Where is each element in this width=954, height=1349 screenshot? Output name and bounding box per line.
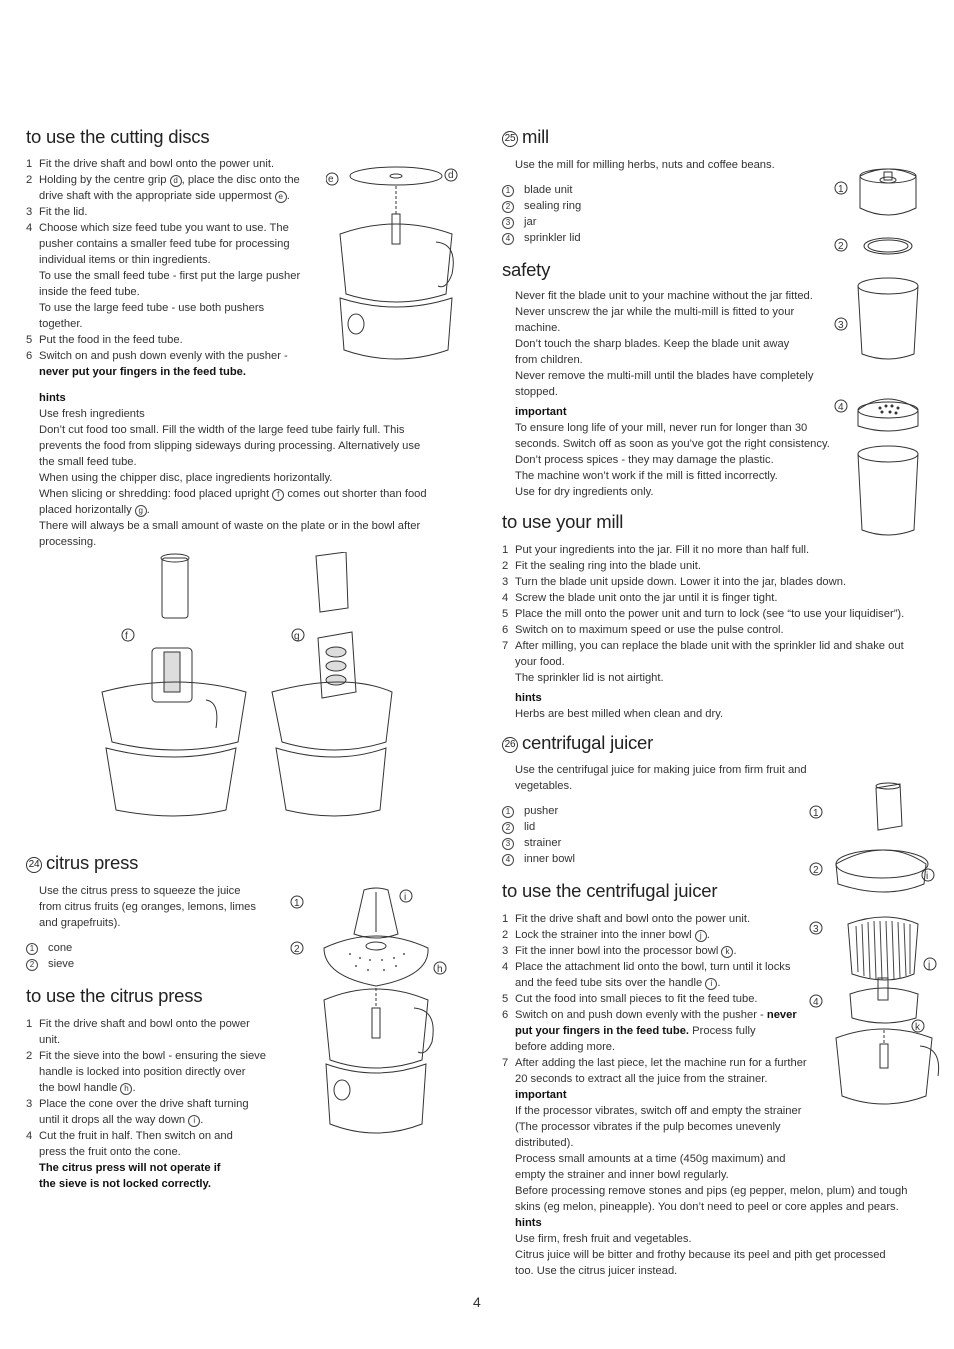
label-k: k xyxy=(915,1022,920,1033)
list-item: 3 jar xyxy=(502,214,932,230)
page-number: 4 xyxy=(473,1294,481,1310)
marker-j: j xyxy=(695,930,707,942)
citrus-parts xyxy=(26,940,286,972)
juicer-intro: Use the centrifugal juice for making juice from firm fruit and vegetables. xyxy=(515,764,807,792)
section-number-badge: 26 xyxy=(502,737,518,753)
list-item: 2 lid xyxy=(502,819,932,835)
label-h: h xyxy=(437,964,443,975)
marker-g: g xyxy=(135,505,147,517)
list-item: 2 Fit the sieve into the bowl - ensuring the sieve handle is locked into position directly over the bowl handle h . xyxy=(26,1050,266,1094)
mill-illustration xyxy=(830,158,934,538)
centrifugal-juicer-illustration xyxy=(806,774,946,1128)
mill-use-heading: to use your mill xyxy=(502,511,624,532)
list-item: 3 Fit the inner bowl into the processor bowl k . xyxy=(502,945,737,957)
label-f: f xyxy=(125,631,128,642)
marker-d: d xyxy=(170,175,182,187)
juicer-heading: 26 centrifugal juicer xyxy=(502,731,932,755)
cutting-disc-illustration xyxy=(326,154,462,368)
marker-h: h xyxy=(120,1083,132,1095)
list-item: 4 Place the attachment lid onto the bowl, turn until it locks and the feed tube sits over the handle i . xyxy=(502,961,791,989)
list-item: 3 Turn the blade unit upside down. Lower it into the jar, blades down. xyxy=(502,576,847,588)
juicer-use-heading: to use the centrifugal juicer xyxy=(502,880,718,901)
mill-steps xyxy=(502,542,932,686)
label-1: 1 xyxy=(813,808,819,819)
section-number-badge: 24 xyxy=(26,857,42,873)
cutting-steps xyxy=(26,156,326,380)
list-item: 7 After adding the last piece, let the machine run for a further 20 seconds to extract all the juice from the strainer. important If the processor vibrates, switch off and empty the strainer (The processor vibrates if the pulp becomes unevenly distributed). Process small amounts at a time (450g maximum) and empty the strainer and inner bowl regularly. Before processing remove stones and pips (eg pepper, melon, plum) and tough skins (eg melon, pineapple). You don’t need to peel or core apples and pears. hints Use firm, fresh fruit and vegetables. Citrus juice will be bitter and frothy because its peel and pith get processed too. Use the citrus juicer instead. xyxy=(502,1057,908,1277)
list-item: 2 Holding by the centre grip d , place the disc onto the drive shaft with the appropriate side uppermost e . xyxy=(26,174,300,202)
label-2: 2 xyxy=(294,944,300,955)
label-e: e xyxy=(328,174,334,185)
list-item: 4 Screw the blade unit onto the jar until it is finger tight. xyxy=(502,592,778,604)
label-j: j xyxy=(928,960,931,971)
list-item: 5 Put the food in the feed tube. xyxy=(26,334,183,346)
mill-heading: 25 mill xyxy=(502,125,932,149)
label-d: d xyxy=(448,170,454,181)
cutting-hints: hints Use fresh ingredients Don’t cut food too small. Fill the width of the large feed tube fairly full. This prevents the food from slipping sideways during processing. Alternatively use the small feed tube. When using the chipper disc, place ingredients horizontally. When slicing or shredding: food placed upright f comes out shorter than food placed horizontally g . There will always be a small amount of waste on the plate or in the bowl after processing. xyxy=(39,392,427,548)
list-item: 3 strainer xyxy=(502,835,932,851)
label-4: 4 xyxy=(813,997,819,1008)
list-item: 1 pusher xyxy=(502,803,932,819)
list-item: 3 Fit the lid. xyxy=(26,206,88,218)
label-1: 1 xyxy=(294,898,300,909)
citrus-steps xyxy=(26,1016,286,1192)
list-item: 1 cone xyxy=(26,940,286,956)
marker-l: i xyxy=(705,978,717,990)
list-item: 1 Fit the drive shaft and bowl onto the power unit. xyxy=(26,1018,250,1046)
citrus-heading: 24 citrus press xyxy=(26,851,286,875)
label-i: i xyxy=(404,892,407,903)
marker-e: e xyxy=(275,191,287,203)
label-1: 1 xyxy=(838,184,844,195)
label-3: 3 xyxy=(813,924,819,935)
citrus-section xyxy=(26,851,286,1192)
label-2: 2 xyxy=(838,241,844,252)
list-item: 6 Switch on to maximum speed or use the pulse control. xyxy=(502,624,784,636)
list-item: 1 Fit the drive shaft and bowl onto the power unit. xyxy=(26,158,275,170)
list-item: 7 After milling, you can replace the blade unit with the sprinkler lid and shake out your food. The sprinkler lid is not airtight. xyxy=(502,640,904,684)
list-item: 2 Fit the sealing ring into the blade unit. xyxy=(502,560,701,572)
cutting-heading: to use the cutting discs xyxy=(26,126,210,147)
marker-k: k xyxy=(721,946,733,958)
list-item: 2 sieve xyxy=(26,956,286,972)
list-item: 3 Place the cone over the drive shaft turning until it drops all the way down i . xyxy=(26,1098,249,1126)
label-l: i xyxy=(926,871,929,882)
citrus-intro: Use the citrus press to squeeze the juice from citrus fruits (eg oranges, lemons, limes and grapefruits). xyxy=(39,885,256,929)
list-item: 4 Choose which size feed tube you want to use. The pusher contains a smaller feed tube for processing individual items or thin ingredients. To use the small feed tube - first put the large pusher inside the feed tube. To use the large feed tube - use both pushers together. xyxy=(26,222,301,330)
list-item: 4 inner bowl xyxy=(502,851,932,867)
marker-f: f xyxy=(272,489,284,501)
mill-hints: hints Herbs are best milled when clean and dry. xyxy=(515,692,724,720)
list-item: 4 Cut the fruit in half. Then switch on and press the fruit onto the cone. The citrus press will not operate if the sieve is not locked correctly. xyxy=(26,1130,233,1190)
citrus-press-illustration xyxy=(290,884,450,1166)
citrus-use-heading: to use the citrus press xyxy=(26,985,203,1006)
list-item: 6 Switch on and push down evenly with the pusher - never put your fingers in the feed tube. Process fully before adding more. xyxy=(502,1009,797,1053)
marker-i: i xyxy=(188,1115,200,1127)
list-item: 2 sealing ring xyxy=(502,198,932,214)
label-4: 4 xyxy=(838,402,844,413)
list-item: 1 Put your ingredients into the jar. Fill it no more than half full. xyxy=(502,544,810,556)
list-item: 5 Cut the food into small pieces to fit the feed tube. xyxy=(502,993,758,1005)
list-item: 6 Switch on and push down evenly with the pusher - never put your fingers in the feed tube. xyxy=(26,350,288,378)
label-3: 3 xyxy=(838,320,844,331)
safety-heading: safety xyxy=(502,259,551,280)
feed-tube-illustrations xyxy=(96,552,396,822)
list-item: 4 sprinkler lid xyxy=(502,230,932,246)
safety-text: Never fit the blade unit to your machine without the jar fitted. Never unscrew the jar while the multi-mill is fitted to your machine. Don’t touch the sharp blades. Keep the blade unit away from children. Never remove the multi-mill until the blades have completely stopped. important To ensure long life of your mill, never run for longer than 30 seconds. Switch off as soon as you’ve got the right consistency. Don’t process spices - they may damage the plastic. The machine won’t work if the mill is fitted incorrectly. Use for dry ingredients only. xyxy=(515,290,830,498)
label-2: 2 xyxy=(813,865,819,876)
list-item: 2 Lock the strainer into the inner bowl j . xyxy=(502,929,710,941)
list-item: 1 blade unit xyxy=(502,182,932,198)
list-item: 1 Fit the drive shaft and bowl onto the power unit. xyxy=(502,913,751,925)
label-g: g xyxy=(294,631,300,642)
mill-intro: Use the mill for milling herbs, nuts and coffee beans. xyxy=(515,159,775,171)
section-number-badge: 25 xyxy=(502,131,518,147)
list-item: 5 Place the mill onto the power unit and turn to lock (see “to use your liquidiser”). xyxy=(502,608,905,620)
